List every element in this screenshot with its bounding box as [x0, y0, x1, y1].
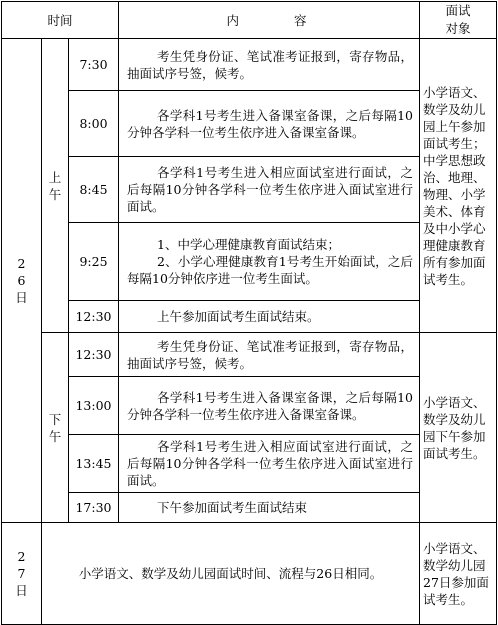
- content-cell: 1、中学心理健康教育面试结束； 2、小学心理健康教育1号考生开始面试，之后每隔10分钟依序进一位考生面试。: [119, 223, 420, 301]
- time-cell: 7:30: [69, 39, 119, 91]
- content-cell: 考生凭身份证、笔试准考证报到，寄存物品，抽面试序号签，候考。: [119, 39, 420, 91]
- header-content: 内容: [119, 2, 420, 39]
- day-27-target: 小学语文、数学幼儿园27日参加面试考生。: [420, 523, 497, 625]
- time-cell: 13:45: [69, 435, 119, 493]
- day-26-label: 26日: [2, 39, 42, 523]
- time-cell: 13:00: [69, 377, 119, 435]
- table-row: [2, 39, 497, 91]
- content-cell: 各学科1号考生进入备课室备课，之后每隔10分钟各学科一位考生依序进入备课室备课。: [119, 377, 420, 435]
- header-time: 时间: [2, 2, 119, 39]
- interview-schedule-table: [1, 1, 497, 625]
- afternoon-target: 小学语文、数学及幼儿园下午参加面试考生。: [420, 333, 497, 523]
- content-cell: 考生凭身份证、笔试准考证报到，寄存物品，抽面试序号签，候考。: [119, 333, 420, 377]
- morning-target: 小学语文、数学及幼儿园上午参加面试考生；中学思想政治、地理、物理、小学美术、体育及中小学心理健康教育所有参加面试考生。: [420, 39, 497, 333]
- time-cell: 17:30: [69, 493, 119, 523]
- day-27-content: 小学语文、数学及幼儿园面试时间、流程与26日相同。: [42, 523, 420, 625]
- content-cell: 上午参加面试考生面试结束。: [119, 301, 420, 333]
- table-row: [2, 523, 497, 625]
- morning-label: 上午: [42, 39, 69, 333]
- time-cell: 8:00: [69, 91, 119, 157]
- content-cell: 各学科1号考生进入备课室备课，之后每隔10分钟各学科一位考生依序进入备课室备课。: [119, 91, 420, 157]
- header-target: 面试对象: [420, 2, 497, 39]
- time-cell: 8:45: [69, 157, 119, 223]
- table-row: [2, 333, 497, 377]
- content-cell: 各学科1号考生进入相应面试室进行面试，之后每隔10分钟各学科一位考生依序进入面试室进行面试。: [119, 435, 420, 493]
- content-cell: 下午参加面试考生面试结束: [119, 493, 420, 523]
- time-cell: 12:30: [69, 301, 119, 333]
- content-cell: 各学科1号考生进入相应面试室进行面试，之后每隔10分钟各学科一位考生依序进入面试室进行面试。: [119, 157, 420, 223]
- afternoon-label: 下午: [42, 333, 69, 523]
- day-27-label: 27日: [2, 523, 42, 625]
- time-cell: 12:30: [69, 333, 119, 377]
- header-row: [2, 2, 497, 39]
- time-cell: 9:25: [69, 223, 119, 301]
